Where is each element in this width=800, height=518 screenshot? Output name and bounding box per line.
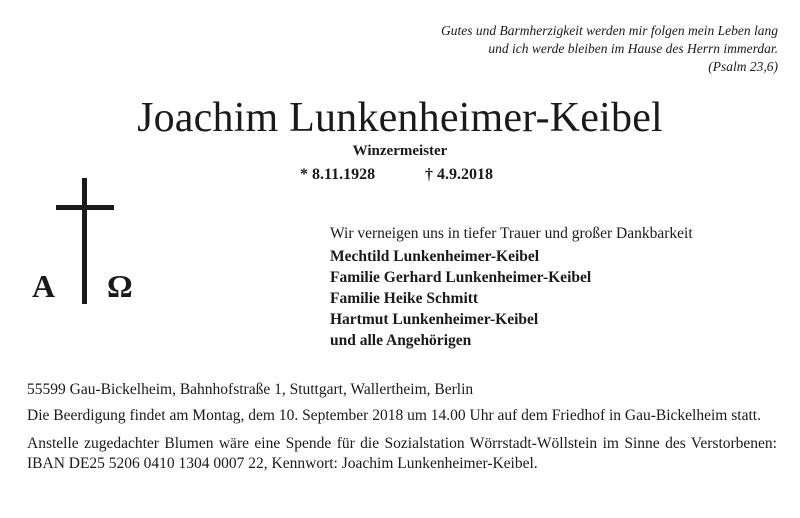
birth-date: * 8.11.1928 xyxy=(300,166,376,183)
address-line: 55599 Gau-Bickelheim, Bahnhofstraße 1, Stuttgart, Wallertheim, Berlin xyxy=(27,381,474,398)
cross-vertical-bar xyxy=(82,178,87,304)
psalm-line-2: und ich werde bleiben im Hause des Herrn immerdar. xyxy=(488,41,778,56)
alpha-symbol: A xyxy=(32,268,56,304)
psalm-line-1: Gutes und Barmherzigkeit werden mir folgen mein Leben lang xyxy=(441,23,778,38)
mourner-name: Mechtild Lunkenheimer-Keibel xyxy=(330,248,540,265)
mourner-name: Familie Gerhard Lunkenheimer-Keibel xyxy=(330,269,592,286)
deceased-name: Joachim Lunkenheimer-Keibel xyxy=(137,95,663,141)
mourners-intro: Wir verneigen uns in tiefer Trauer und großer Dankbarkeit xyxy=(330,225,693,242)
funeral-notice: Die Beerdigung findet am Montag, dem 10. September 2018 um 14.00 Uhr auf dem Friedhof in Gau-Bickelheim statt. xyxy=(27,406,761,424)
cross-horizontal-bar xyxy=(56,205,114,210)
mourner-name: Hartmut Lunkenheimer-Keibel xyxy=(330,311,539,328)
mourners-block xyxy=(330,223,693,351)
donation-notice: Anstelle zugedachter Blumen wäre eine Spende für die Sozialstation Wörrstadt-Wöllstein im Sinne des Verstorbenen: IBAN DE25 5206 0410 1304 0007 22, Kennwort: Joachim Lunkenheimer-Keibel. xyxy=(27,435,777,472)
deceased-profession: Winzermeister xyxy=(352,143,448,159)
psalm-reference: (Psalm 23,6) xyxy=(708,59,778,74)
psalm-quote xyxy=(358,22,778,76)
omega-symbol: Ω xyxy=(107,268,133,304)
mourner-name: und alle Angehörigen xyxy=(330,332,472,349)
mourner-name: Familie Heike Schmitt xyxy=(330,290,479,307)
death-date: † 4.9.2018 xyxy=(425,166,493,183)
footer-info xyxy=(27,380,777,473)
